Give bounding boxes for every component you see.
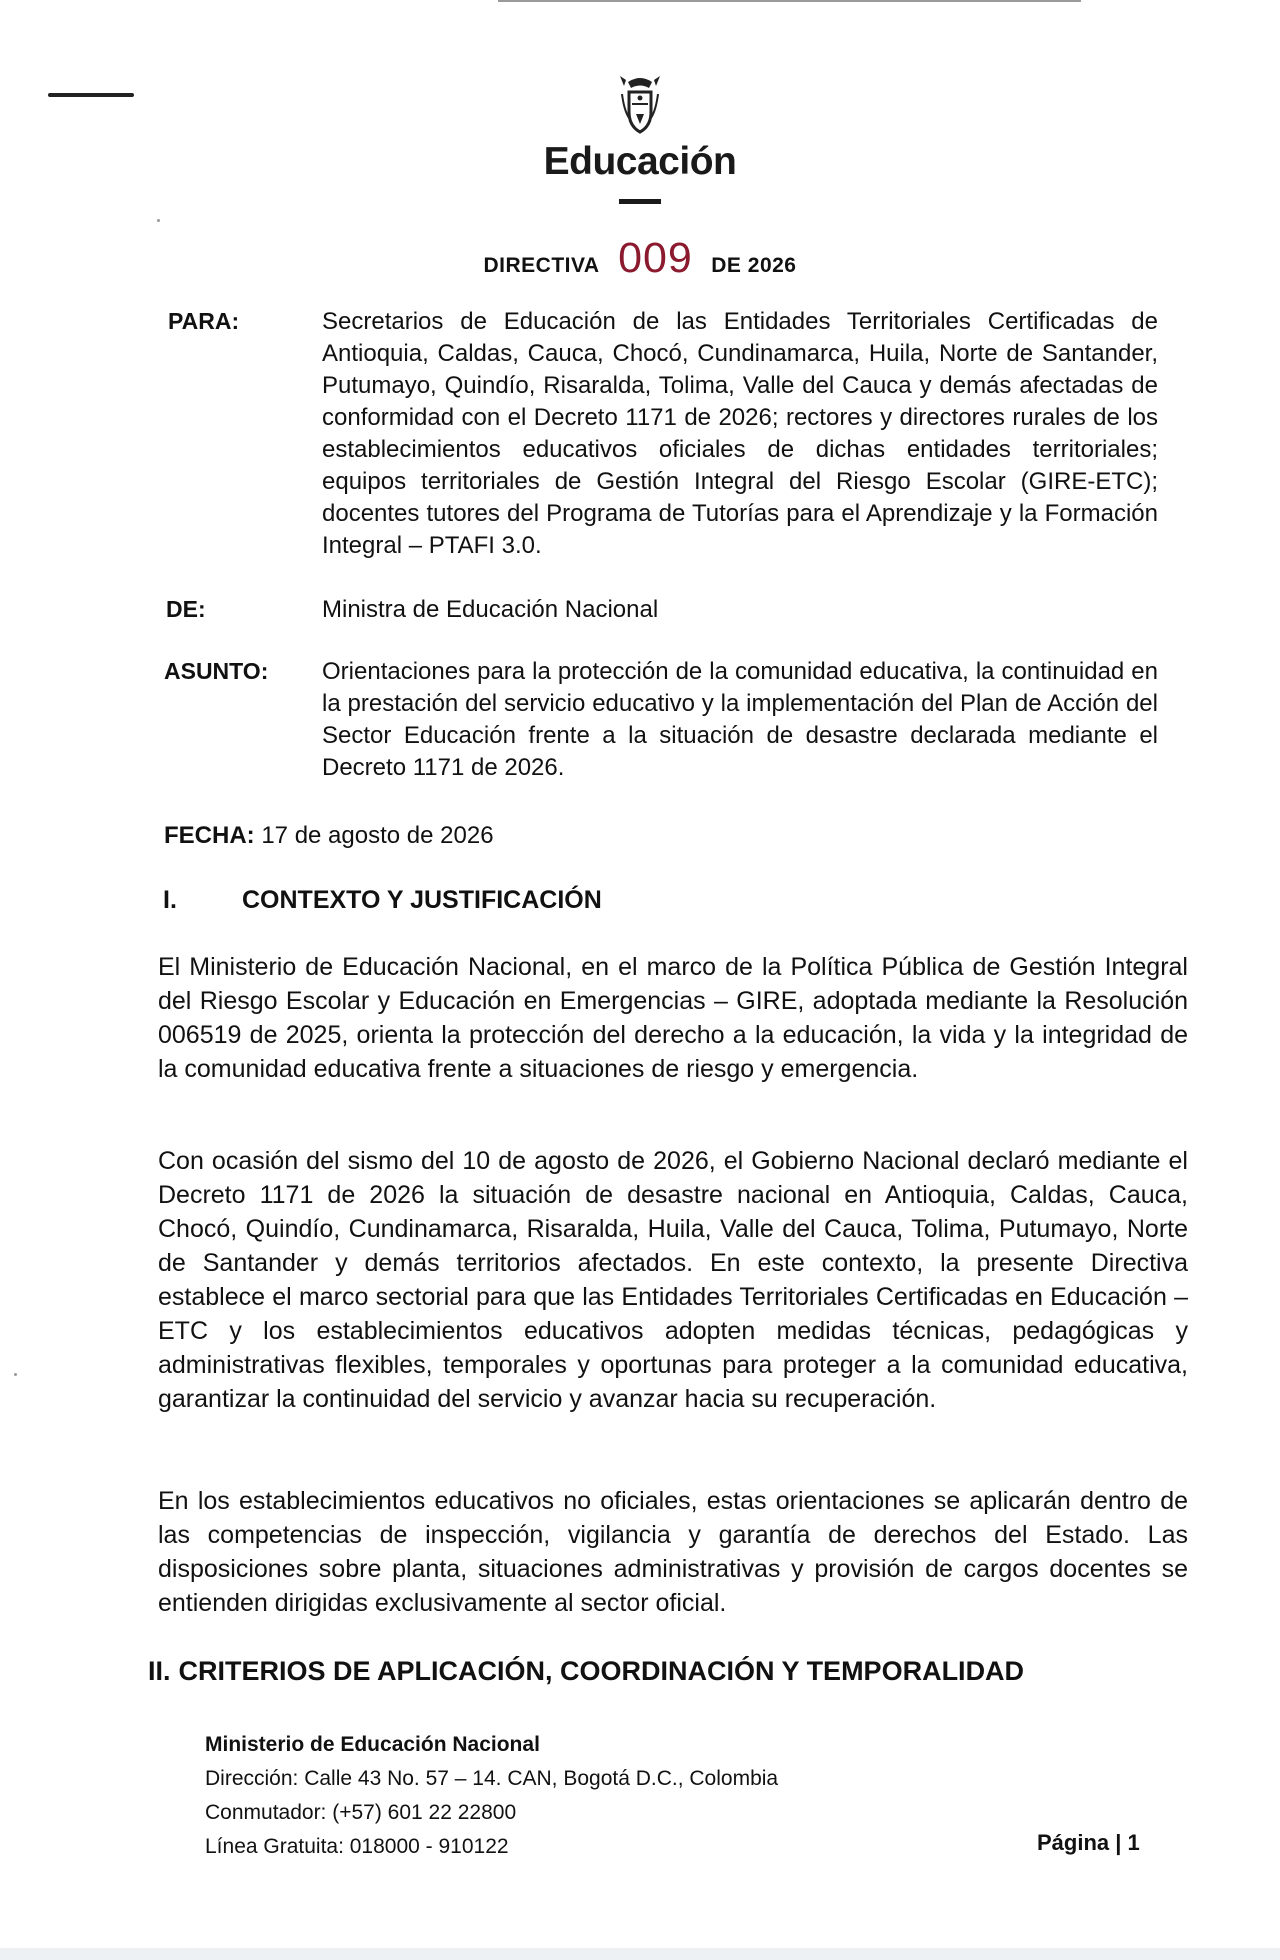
footer-hotline: Línea Gratuita: 018000 - 910122 [205,1835,509,1858]
fecha-line [164,822,494,850]
ministry-name-underline [619,199,661,204]
para-text: Secretarios de Educación de las Entidades Territoriales Certificadas de Antioquia, Caldas, Cauca, Chocó, Cundinamarca, Huila, Norte de Santander, Putumayo, Quindío, Risaralda, Tolima, Valle del Cauca y demás afectadas de conformidad con el Decreto 1171 de 2026; rectores y directores rurales de los establecimientos educativos oficiales de dichas entidades territoriales; equipos territoriales de Gestión Integral del Riesgo Escolar (GIRE-ETC); docentes tutores del Programa de Tutorías para el Aprendizaje y la Formación Integral – PTAFI 3.0. [322,308,1158,559]
directive-number: 009 [618,234,693,282]
section-1-title: CONTEXTO Y JUSTIFICACIÓN [242,886,602,914]
directive-title [400,234,880,283]
top-edge-rule [498,0,1081,2]
margin-mark [48,93,134,97]
fecha-label: FECHA: [164,822,255,849]
footer-address: Dirección: Calle 43 No. 57 – 14. CAN, Bogotá D.C., Colombia [205,1767,779,1790]
page-number: Página | 1 [1037,1830,1140,1855]
section-2-heading [148,1656,1032,1687]
scan-speck [14,1373,17,1376]
ministry-name: Educación [543,140,737,183]
fecha-text: 17 de agosto de 2026 [261,822,494,849]
coat-of-arms-icon [616,74,664,144]
scan-bottom-band [0,1948,1280,1960]
section-2-title: CRITERIOS DE APLICACIÓN, COORDINACIÓN Y TEMPORALIDAD [178,1656,1025,1686]
section-1-paragraph: En los establecimientos educativos no oficiales, estas orientaciones se aplicarán dentro de las competencias de inspección, vigilancia y garantía de derechos del Estado. Las disposiciones sobre planta, situaciones administrativas y provisión de cargos docentes se entienden dirigidas exclusivamente al sector oficial. [158,1487,1188,1617]
footer-contact [205,1728,778,1864]
section-1-paragraph: Con ocasión del sismo del 10 de agosto de 2026, el Gobierno Nacional declaró mediante el Decreto 1171 de 2026 la situación de desastre nacional en Antioquia, Caldas, Cauca, Chocó, Quindío, Cundinamarca, Risaralda, Huila, Valle del Cauca, Tolima, Putumayo, Norte de Santander y demás territorios afectados. En este contexto, la presente Directiva establece el marco sectorial para que las Entidades Territoriales Certificadas en Educación – ETC y los establecimientos educativos adopten medidas técnicas, pedagógicas y administrativas flexibles, temporales y oportunas para proteger a la comunidad educativa, garantizar la continuidad del servicio y avanzar hacia su recuperación. [158,1147,1188,1413]
asunto-label: ASUNTO: [164,658,269,684]
asunto-text: Orientaciones para la protección de la comunidad educativa, la continuidad en la prestación del servicio educativo y la implementación del Plan de Acción del Sector Educación frente a la situación de desastre declarada mediante el Decreto 1171 de 2026. [322,658,1158,781]
directive-year: DE 2026 [711,254,797,277]
section-1-number: I. [163,886,177,914]
directive-word: DIRECTIVA [483,254,600,277]
footer-org-name: Ministerio de Educación Nacional [205,1733,540,1756]
para-label: PARA: [168,308,240,334]
footer-phone: Conmutador: (+57) 601 22 22800 [205,1801,517,1824]
de-text: Ministra de Educación Nacional [322,596,659,623]
section-1-paragraph: El Ministerio de Educación Nacional, en el marco de la Política Pública de Gestión Integral del Riesgo Escolar y Educación en Emergencias – GIRE, adoptada mediante la Resolución 006519 de 2025, orienta la protección del derecho a la educación, la vida y la integridad de la comunidad educativa frente a situaciones de riesgo y emergencia. [158,953,1188,1083]
de-label: DE: [166,596,206,622]
scan-speck [157,219,160,222]
section-2-number: II. [148,1656,171,1686]
